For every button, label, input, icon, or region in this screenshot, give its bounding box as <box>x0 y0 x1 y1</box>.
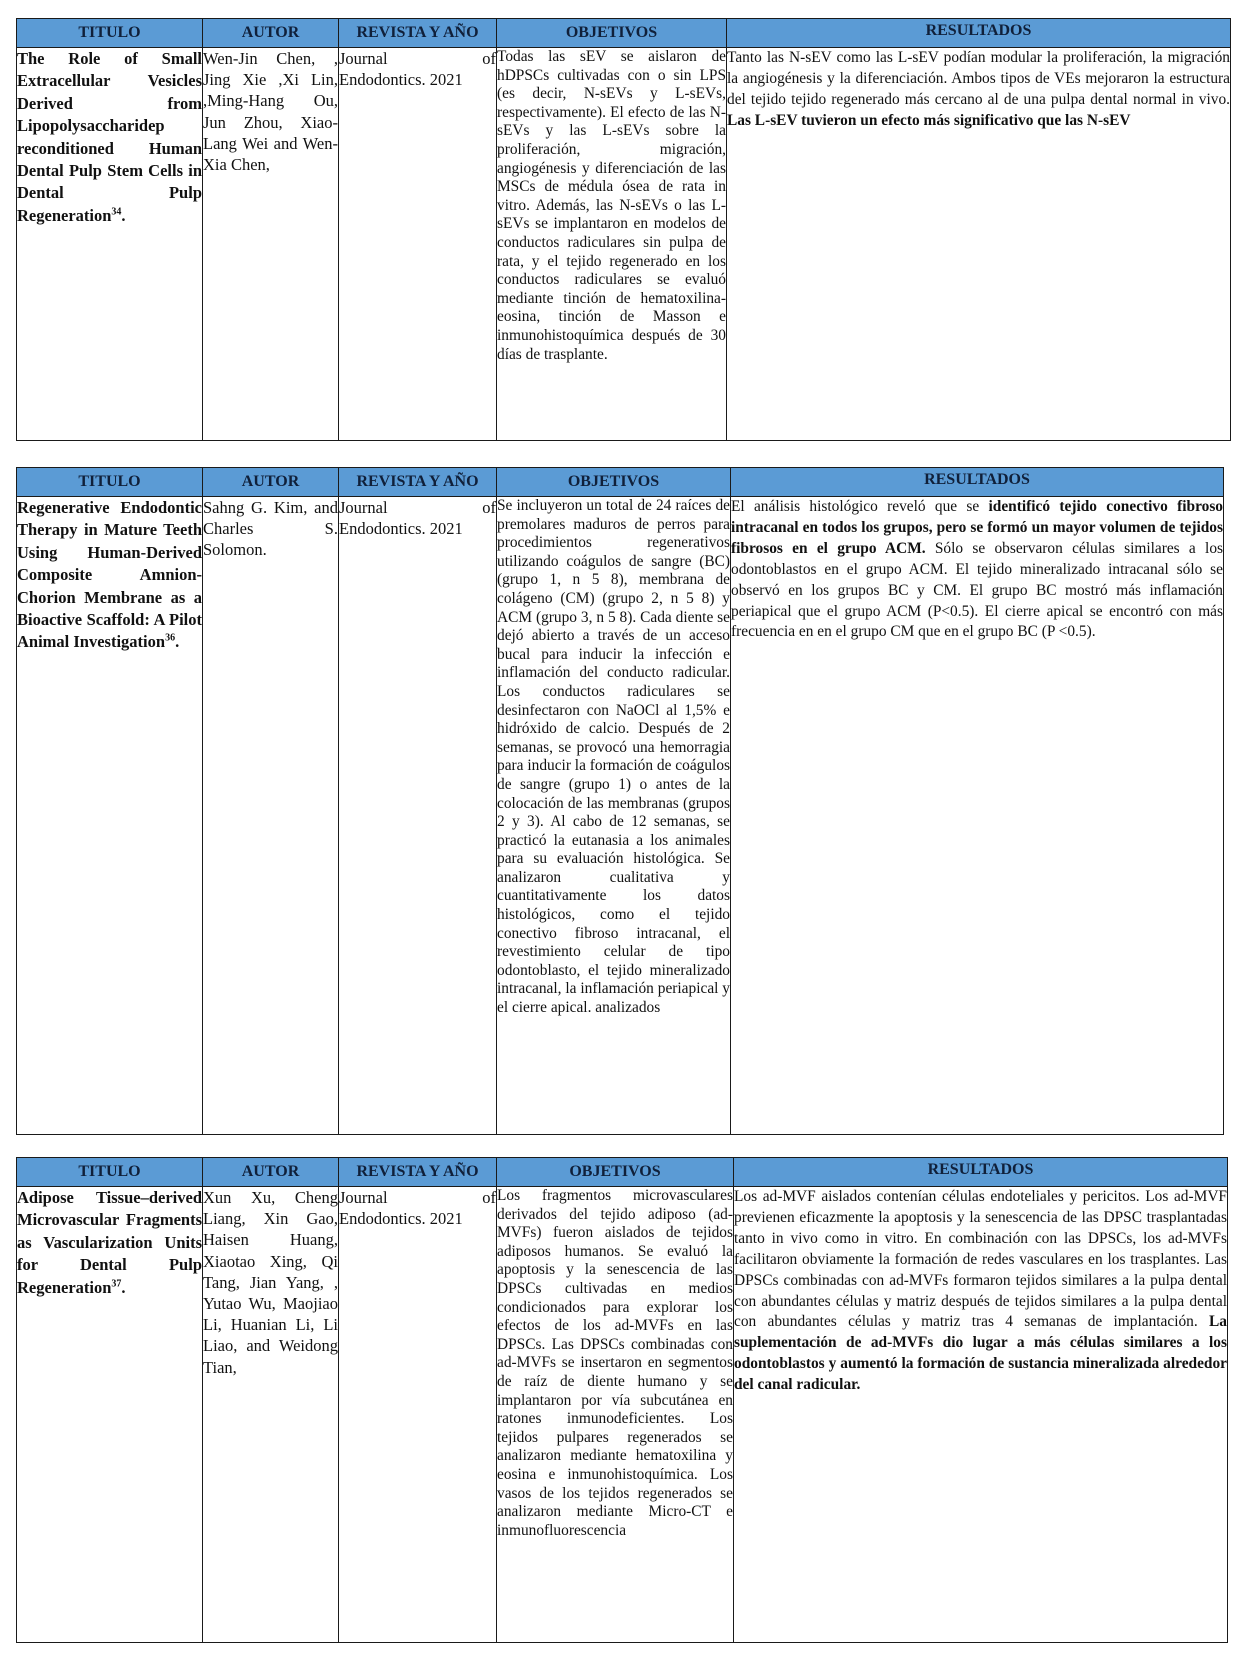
header-revista: REVISTA Y AÑO <box>339 1158 497 1187</box>
review-table-3 <box>16 1157 1228 1643</box>
authors-cell: Sahng G. Kim, and Charles S. Solomon. <box>203 497 339 1135</box>
journal-name-year: Endodontics. 2021 <box>339 519 463 539</box>
objectives-cell: Se incluyeron un total de 24 raíces de premolares maduros de perros para procedimientos regenerativos utilizando coágulos de sangre (BC) (grupo 1, n 5 8), membrana de colágeno (CM) (grupo 2, n 5 8) y ACM (grupo 3, n 5 8). Cada diente se dejó abierto a través de un acceso bucal para inducir la infección e inflamación del conducto radicular. Los conductos radiculares se desinfectaron con NaOCl al 1,5% e hidróxido de calcio. Después de 2 semanas, se provocó una hemorragia para inducir la formación de coágulos de sangre (grupo 1) o antes de la colocación de las membranas (grupos 2 y 3). Al cabo de 12 semanas, se practicó la eutanasia a los animales para su evaluación histológica. Se analizaron cualitativa y cuantitativamente los datos histológicos, como el tejido conectivo fibroso intracanal, el revestimiento celular de tipo odontoblasto, el tejido mineralizado intracanal, la inflamación periapical y el cierre apical. analizados <box>497 497 731 1135</box>
header-autor: AUTOR <box>203 1158 339 1187</box>
journal-name-year: Endodontics. 2021 <box>339 1209 463 1229</box>
results-bold-text: La suplementación de ad-MVFs dio lugar a más células similares a los odontoblastos y aumentó la formación de sustancia mineralizada alrededor del canal radicular. <box>734 1313 1227 1394</box>
journal-of: of <box>482 49 496 68</box>
header-row <box>17 19 1231 48</box>
header-resultados: RESULTADOS <box>727 19 1231 48</box>
table-row <box>17 497 1224 1135</box>
header-objetivos: OBJETIVOS <box>497 468 731 497</box>
results-cell <box>727 48 1231 441</box>
header-resultados: RESULTADOS <box>734 1158 1228 1187</box>
journal-of: of <box>482 498 496 517</box>
reference-number: 34 <box>111 206 122 218</box>
table-row <box>17 48 1231 441</box>
journal-word: Journal <box>339 498 388 517</box>
header-autor: AUTOR <box>203 468 339 497</box>
results-text-2: Sólo se observaron células similares a los odontoblastos en el grupo ACM. El tejido mineralizado intracanal sólo se observó en los grupos BC y CM. El grupo BC mostró más inflamación periapical que el grupo ACM (P<0.5). El cierre apical se encontró con más frecuencia en en el grupo CM que en el grupo BC (P <0.5). <box>731 539 1223 641</box>
header-row <box>17 1158 1228 1187</box>
results-text: Los ad-MVF aislados contenían células endoteliales y pericitos. Los ad-MVF previenen eficazmente la apoptosis y la senescencia de las DPSC trasplantadas tanto in vivo como in vitro. En combinación con las DPSCs, los ad-MVFs facilitaron obviamente la formación de redes vasculares en los trasplantes. Las DPSCs combinadas con ad-MVFs formaron tejidos similares a la pulpa dental con abundantes células y matriz después de tejidos similares a la pulpa dental con abundantes células y matriz tras 4 semanas de implantación. <box>734 1188 1227 1331</box>
header-row <box>17 468 1224 497</box>
header-titulo: TITULO <box>17 1158 203 1187</box>
journal-cell <box>339 48 497 441</box>
header-autor: AUTOR <box>203 19 339 48</box>
results-text: Tanto las N-sEV como las L-sEV podían modular la proliferación, la migración la angiogénesis y la diferenciación. Ambos tipos de VEs mejoraron la estructura del tejido tejido regenerado más cercano al de una pulpa dental normal in vivo. <box>727 49 1230 108</box>
results-bold-text: Las L-sEV tuvieron un efecto más significativo que las N-sEV <box>727 111 1131 129</box>
header-revista: REVISTA Y AÑO <box>339 19 497 48</box>
header-objetivos: OBJETIVOS <box>497 19 727 48</box>
header-revista: REVISTA Y AÑO <box>339 468 497 497</box>
results-cell <box>731 497 1224 1135</box>
title-cell: Regenerative Endodontic Therapy in Mature Teeth Using Human-Derived Composite Amnion-Chorion Membrane as a Bioactive Scaffold: A Pilot Animal Investigation$^{36}$. <box>17 497 203 1135</box>
authors-cell: Xun Xu, Cheng Liang, Xin Gao, Haisen Huang, Xiaotao Xing, Qi Tang, Jian Yang, , Yutao Wu, Maojiao Li, Huanian Li, Li Liao, and Weidong Tian, <box>203 1187 339 1643</box>
results-bold-text: identificó tejido conectivo fibroso intracanal en todos los grupos, pero se formó un mayor volumen de tejidos fibrosos en el grupo ACM. <box>731 498 1223 557</box>
title-cell: The Role of Small Extracellular Vesicles Derived from Lipopolysaccharidep reconditioned Human Dental Pulp Stem Cells in Dental Pulp Regeneration$^{34}$. <box>17 48 203 441</box>
reference-number: 37 <box>111 1278 122 1290</box>
authors-cell: Wen-Jin Chen, , Jing Xie ,Xi Lin, ,Ming-Hang Ou, Jun Zhou, Xiao-Lang Wei and Wen-Xia Chen, <box>203 48 339 441</box>
reference-number: 36 <box>165 632 176 644</box>
header-resultados: RESULTADOS <box>731 468 1224 497</box>
review-table-1 <box>16 18 1231 441</box>
journal-word: Journal <box>339 49 388 68</box>
journal-of: of <box>482 1188 496 1207</box>
header-titulo: TITULO <box>17 468 203 497</box>
journal-cell <box>339 1187 497 1643</box>
objectives-cell: Los fragmentos microvasculares derivados del tejido adiposo (ad-MVFs) fueron aislados de tejidos adiposos humanos. Se evaluó la apoptosis y la senescencia de las DPSCs cultivadas en medios condicionados para explorar los efectos de los ad-MVFs en las DPSCs. Las DPSCs combinadas con ad-MVFs se insertaron en segmentos de raíz de diente humano y se implantaron por vía subcutánea en ratones inmunodeficientes. Los tejidos pulpares regenerados se analizaron mediante hematoxilina y eosina e inmunohistoquímica. Los vasos de los tejidos regenerados se analizaron mediante Micro-CT e inmunofluorescencia <box>497 1187 734 1643</box>
journal-word: Journal <box>339 1188 388 1207</box>
header-titulo: TITULO <box>17 19 203 48</box>
article-title: The Role of Small Extracellular Vesicles Derived from Lipopolysaccharidep reconditioned Human Dental Pulp Stem Cells in Dental Pulp Regeneration <box>17 49 202 225</box>
journal-cell <box>339 497 497 1135</box>
title-cell: Adipose Tissue–derived Microvascular Fragments as Vascularization Units for Dental Pulp Regeneration$^{37}$. <box>17 1187 203 1643</box>
article-title: Adipose Tissue–derived Microvascular Fragments as Vascularization Units for Dental Pulp Regeneration <box>17 1188 202 1297</box>
header-objetivos: OBJETIVOS <box>497 1158 734 1187</box>
journal-name-year: Endodontics. 2021 <box>339 70 463 90</box>
table-row <box>17 1187 1228 1643</box>
objectives-cell: Todas las sEV se aislaron de hDPSCs cultivadas con o sin LPS (es decir, N-sEVs y L-sEVs, respectivamente). El efecto de las N-sEVs y las L-sEVs sobre la proliferación, migración, angiogénesis y diferenciación de las MSCs de médula ósea de rata in vitro. Además, las N-sEVs o las L-sEVs se implantaron en modelos de conductos radiculares sin pulpa de rata, y el tejido regenerado en los conductos radiculares se evaluó mediante tinción de hematoxilina-eosina, tinción de Masson e inmunohistoquímica después de 30 días de trasplante. <box>497 48 727 441</box>
results-cell <box>734 1187 1228 1643</box>
review-table-2 <box>16 467 1224 1135</box>
article-title: Regenerative Endodontic Therapy in Mature Teeth Using Human-Derived Composite Amnion-Chorion Membrane as a Bioactive Scaffold: A Pilot Animal Investigation <box>17 498 202 652</box>
results-text: El análisis histológico reveló que se <box>731 498 989 515</box>
